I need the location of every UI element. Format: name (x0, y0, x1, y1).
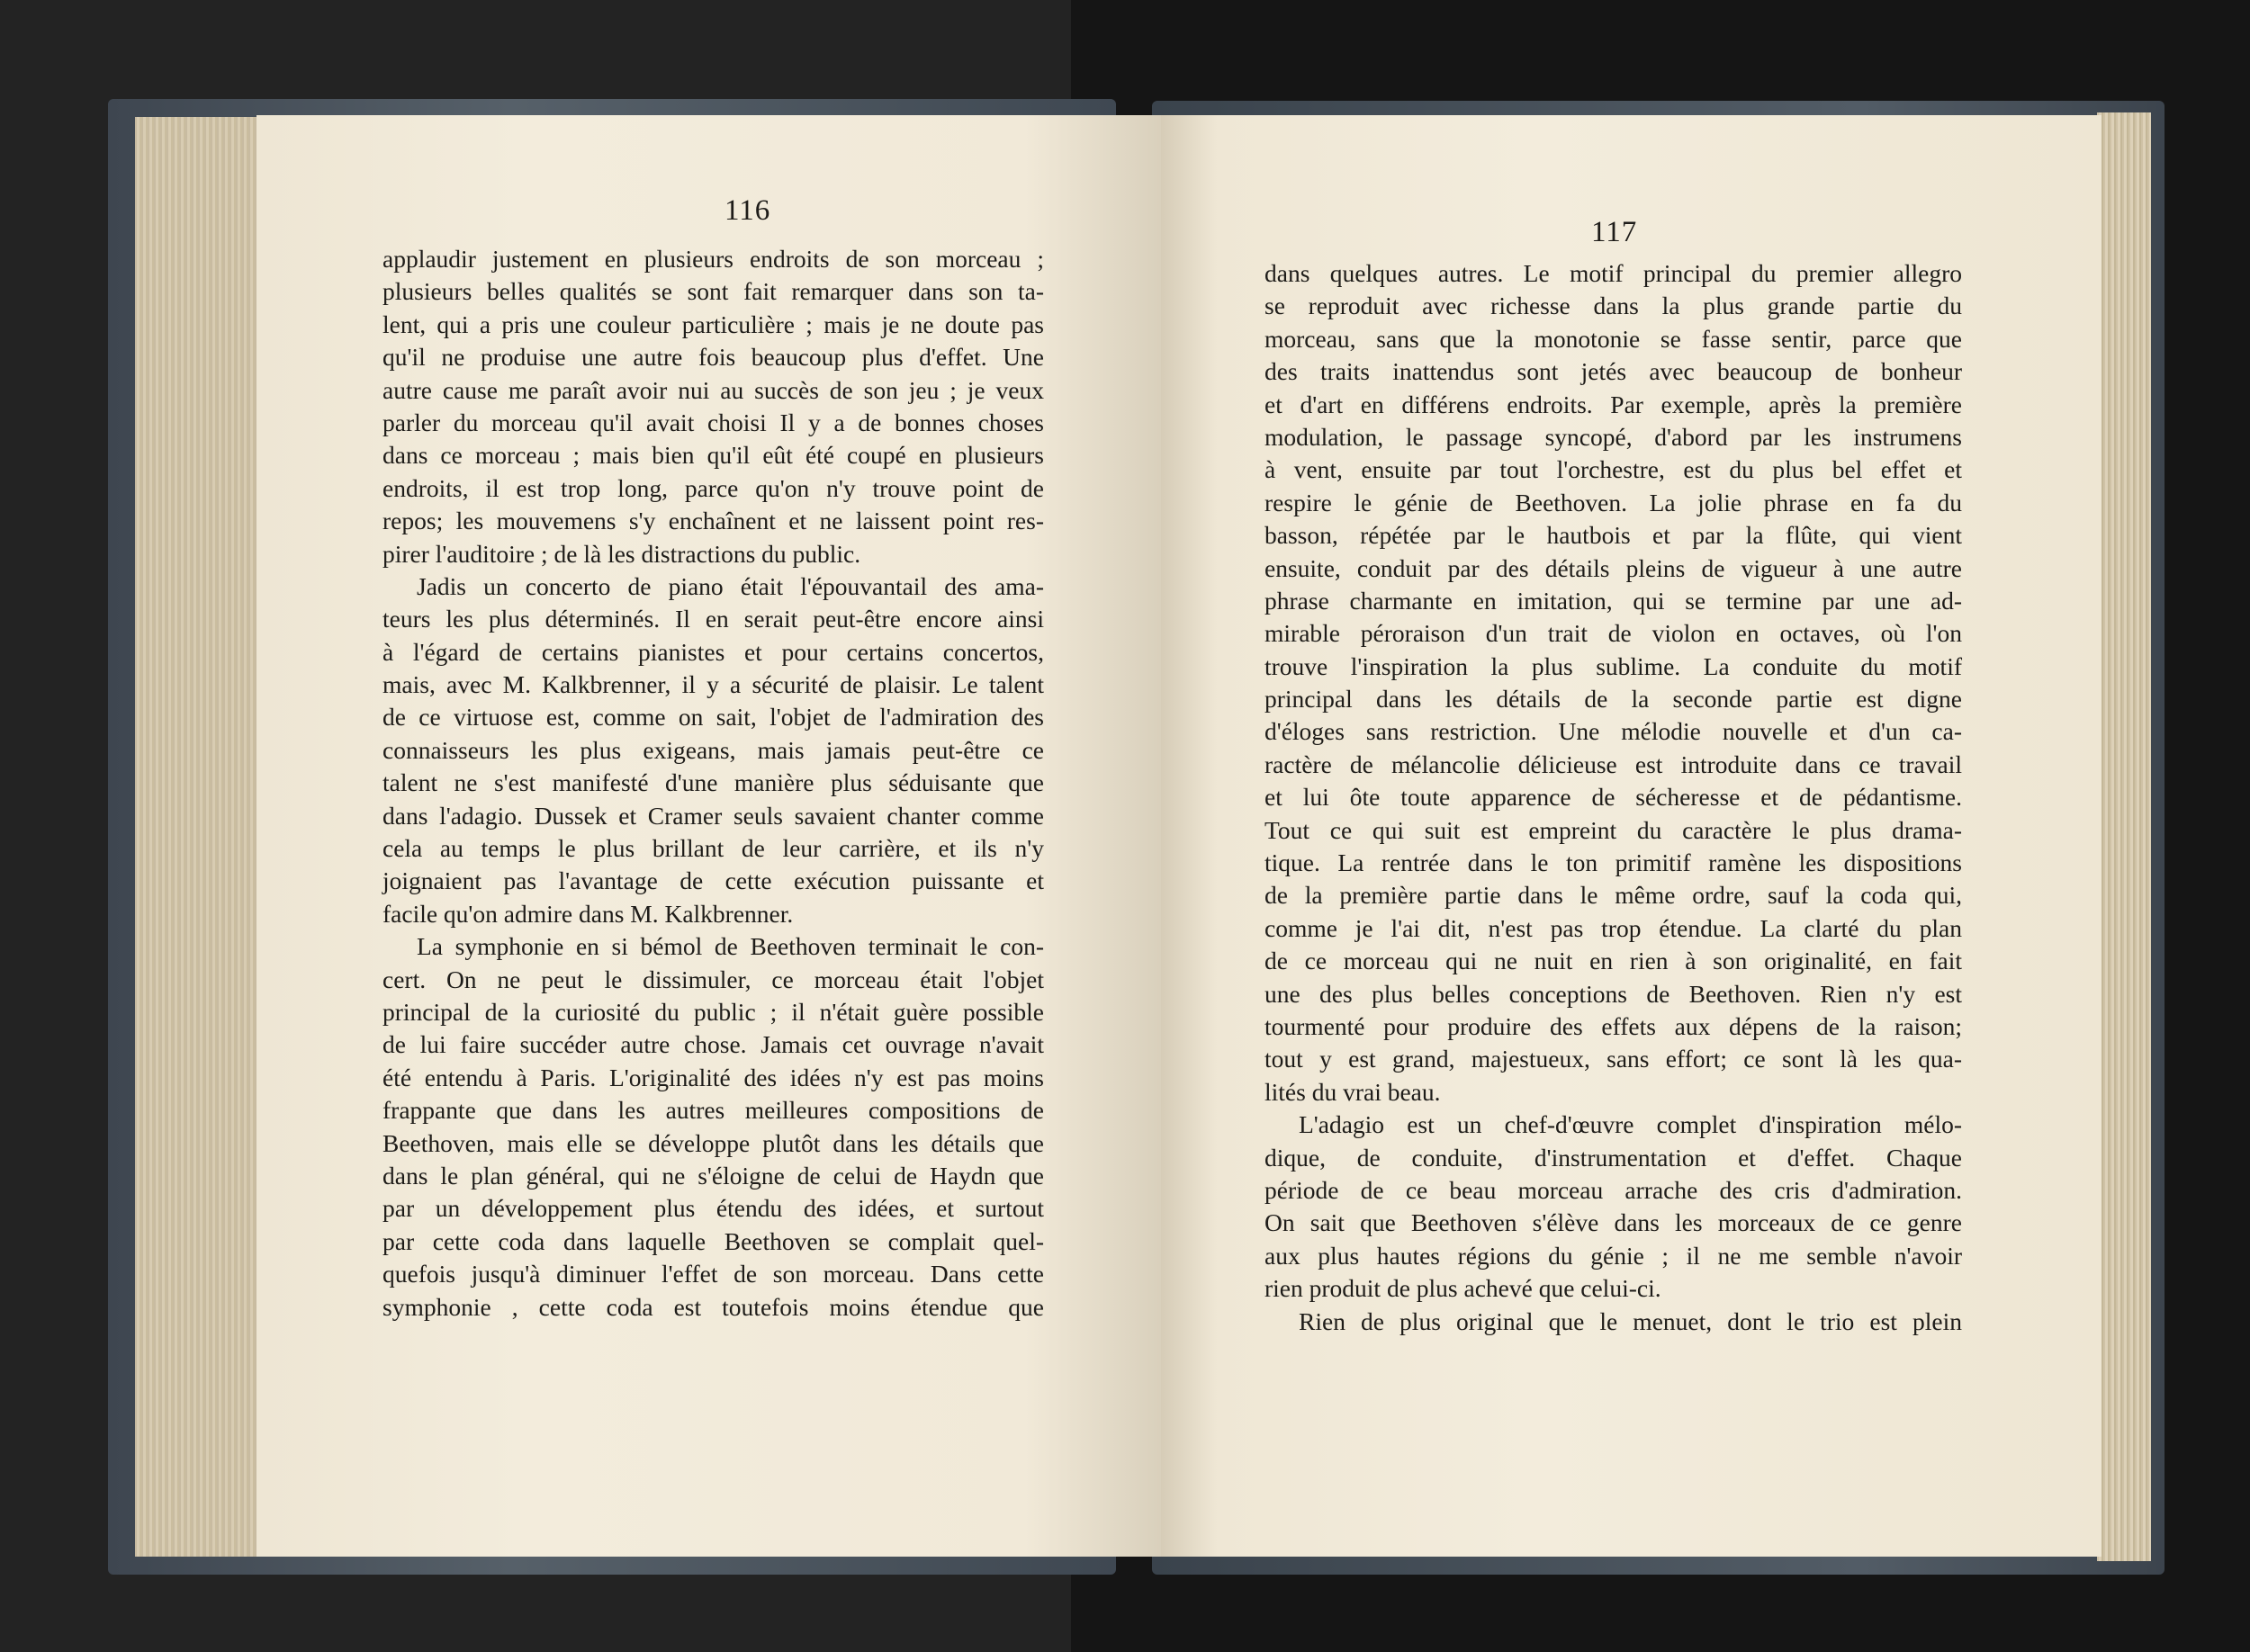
text-line: ensuite, conduit par des détails pleins de vigueur à une autre (1264, 553, 1962, 582)
text-line: repos; les mouvemens s'y enchaînent et ne laissent point res- (382, 507, 1044, 535)
text-line: basson, répétée par le hautbois et par la flûte, qui vient (1264, 521, 1962, 550)
text-line: principal dans les détails de la seconde partie est digne (1264, 685, 1962, 714)
text-line: des traits inattendus sont jetés avec beaucoup de bonheur (1264, 357, 1962, 386)
right-page (1161, 115, 2102, 1557)
text-line: comme je l'ai dit, n'est pas trop étendue. La clarté du plan (1264, 913, 1962, 942)
page-edges-right (2097, 112, 2151, 1561)
text-line: principal de la curiosité du public ; il n'était guère possible (382, 997, 1044, 1026)
text-line: cert. On ne peut le dissimuler, ce morceau était l'objet (382, 965, 1044, 993)
text-line: parler du morceau qu'il avait choisi Il y a de bonnes choses (382, 408, 1044, 436)
text-line: talent ne s'est manifesté d'une manière plus séduisante que (382, 768, 1044, 797)
text-line: par cette coda dans laquelle Beethoven se complait quel- (382, 1226, 1044, 1255)
text-line: par un développement plus étendu des idées, et surtout (382, 1194, 1044, 1223)
text-line: de ce morceau qui ne nuit en rien à son originalité, en fait (1264, 947, 1962, 975)
text-line: aux plus hautes régions du génie ; il ne me semble n'avoir (1264, 1241, 1962, 1270)
text-line: d'éloges sans restriction. Une mélodie nouvelle et d'un ca- (1264, 717, 1962, 746)
text-line: quefois jusqu'à diminuer l'effet de son morceau. Dans cette (382, 1260, 1044, 1288)
page-number-right: 117 (1591, 216, 1638, 248)
page-number-left: 116 (724, 194, 771, 227)
text-line: période de ce beau morceau arrache des cris d'admiration. (1264, 1175, 1962, 1204)
left-page-text (382, 243, 1044, 1324)
text-line: endroits, il est trop long, parce qu'on n'y trouve point de (382, 473, 1044, 502)
text-line: ractère de mélancolie délicieuse est introduite dans ce travail (1264, 750, 1962, 778)
text-line: Jadis un concerto de piano était l'épouvantail des ama- (417, 571, 1044, 600)
text-line: Rien de plus original que le menuet, dont le trio est plein (1299, 1306, 1962, 1335)
text-line: lités du vrai beau. (1264, 1077, 1441, 1106)
text-line: une des plus belles conceptions de Beethoven. Rien n'y est (1264, 979, 1962, 1008)
text-line: à vent, ensuite par tout l'orchestre, est du plus bel effet et (1264, 455, 1962, 484)
text-line: pirer l'auditoire ; de là les distractions du public. (382, 539, 861, 568)
text-line: dans ce morceau ; mais bien qu'il eût été coupé en plusieurs (382, 441, 1044, 470)
text-line: à l'égard de certains pianistes et pour certains concertos, (382, 637, 1044, 666)
text-line: dans quelques autres. Le motif principal du premier allegro (1264, 259, 1962, 287)
text-line: mirable péroraison d'un trait de violon en octaves, où l'on (1264, 619, 1962, 648)
text-line: dique, de conduite, d'instrumentation et d'effet. Chaque (1264, 1143, 1962, 1172)
text-line: tique. La rentrée dans le ton primitif ramène les dispositions (1264, 848, 1962, 877)
text-line: symphonie , cette coda est toutefois moins étendue que (382, 1292, 1044, 1321)
text-line: tout y est grand, majestueux, sans effort; ce sont là les qua- (1264, 1045, 1962, 1073)
left-page (256, 115, 1161, 1557)
text-line: mais, avec M. Kalkbrenner, il y a sécurité de plaisir. Le talent (382, 670, 1044, 699)
text-line: plusieurs belles qualités se sont fait remarquer dans son ta- (382, 277, 1044, 306)
text-line: respire le génie de Beethoven. La jolie phrase en fa du (1264, 488, 1962, 516)
text-line: morceau, sans que la monotonie se fasse sentir, parce que (1264, 324, 1962, 353)
text-line: lent, qui a pris une couleur particulière ; mais je ne doute pas (382, 310, 1044, 338)
text-line: L'adagio est un chef-d'œuvre complet d'inspiration mélo- (1299, 1110, 1962, 1139)
text-line: teurs les plus déterminés. Il en serait peut-être encore ainsi (382, 605, 1044, 633)
text-line: applaudir justement en plusieurs endroits de son morceau ; (382, 245, 1044, 273)
text-line: rien produit de plus achevé que celui-ci. (1264, 1274, 1661, 1303)
text-line: modulation, le passage syncopé, d'abord par les instrumens (1264, 422, 1962, 451)
text-line: qu'il ne produise une autre fois beaucoup plus d'effet. Une (382, 343, 1044, 372)
text-line: La symphonie en si bémol de Beethoven terminait le con- (417, 932, 1044, 961)
text-line: joignaient pas l'avantage de cette exécution puissante et (382, 866, 1044, 895)
text-line: Tout ce qui suit est empreint du caractère le plus drama- (1264, 815, 1962, 844)
text-line: dans l'adagio. Dussek et Cramer seuls savaient chanter comme (382, 801, 1044, 830)
text-line: de lui faire succéder autre chose. Jamais cet ouvrage n'avait (382, 1030, 1044, 1059)
text-line: phrase charmante en imitation, qui se termine par une ad- (1264, 586, 1962, 615)
text-line: connaisseurs les plus exigeans, mais jamais peut-être ce (382, 735, 1044, 764)
text-line: On sait que Beethoven s'élève dans les morceaux de ce genre (1264, 1208, 1962, 1237)
text-line: de ce virtuose est, comme on sait, l'objet de l'admiration des (382, 703, 1044, 732)
text-line: autre cause me paraît avoir nui au succès de son jeu ; je veux (382, 375, 1044, 404)
text-line: été entendu à Paris. L'originalité des idées n'y est pas moins (382, 1063, 1044, 1091)
right-page-text (1264, 257, 1962, 1338)
text-line: se reproduit avec richesse dans la plus grande partie du (1264, 292, 1962, 320)
text-line: cela au temps le plus brillant de leur carrière, et ils n'y (382, 834, 1044, 863)
text-line: dans le plan général, qui ne s'éloigne de celui de Haydn que (382, 1161, 1044, 1190)
text-line: tourmenté pour produire des effets aux dépens de la raison; (1264, 1011, 1962, 1040)
text-line: facile qu'on admire dans M. Kalkbrenner. (382, 899, 794, 928)
text-line: de la première partie dans le même ordre, sauf la coda qui, (1264, 881, 1962, 910)
text-line: et lui ôte toute apparence de sécheresse et de pédantisme. (1264, 783, 1962, 812)
text-line: frappante que dans les autres meilleures compositions de (382, 1096, 1044, 1125)
text-line: et d'art en différens endroits. Par exemple, après la première (1264, 390, 1962, 418)
page-edges-left (135, 117, 261, 1557)
text-line: Beethoven, mais elle se développe plutôt dans les détails que (382, 1128, 1044, 1157)
text-line: trouve l'inspiration la plus sublime. La conduite du motif (1264, 651, 1962, 680)
